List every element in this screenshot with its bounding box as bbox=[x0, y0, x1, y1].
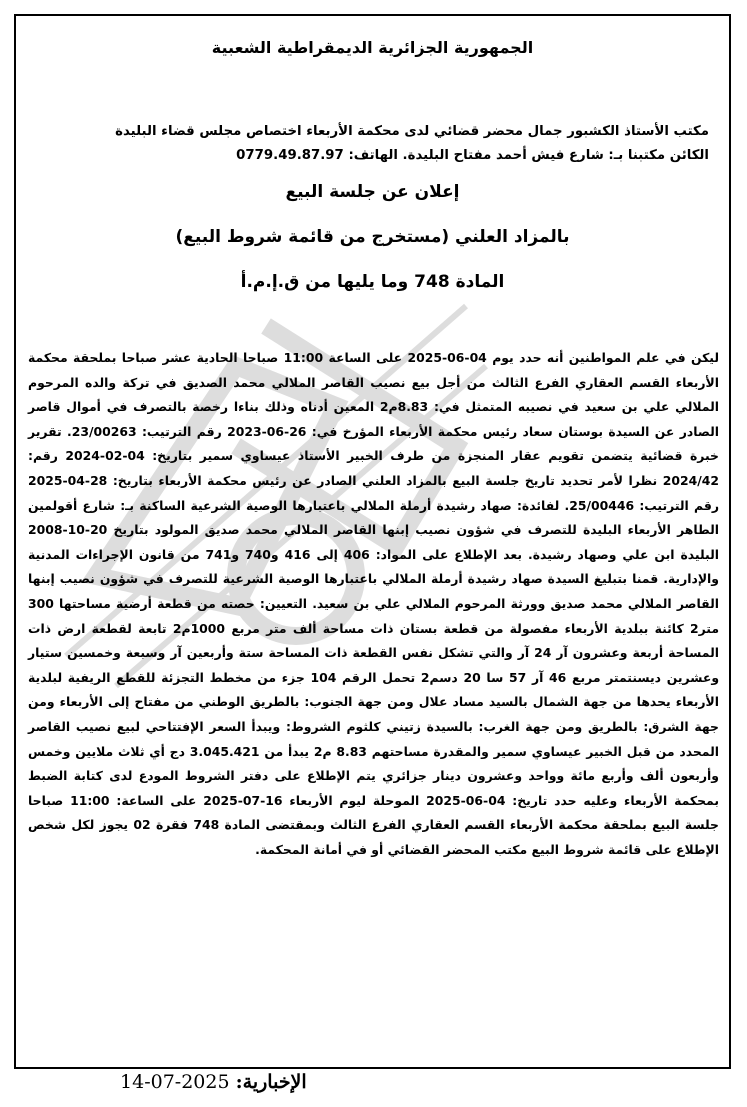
footer-separator: : bbox=[235, 1071, 243, 1093]
publication-footer bbox=[120, 1071, 307, 1093]
office-info bbox=[36, 120, 709, 168]
legal-article: المادة 748 وما يليها من ق.إ.م.أ bbox=[240, 272, 505, 292]
notice-subtitle: بالمزاد العلني (مستخرج من قائمة شروط البيع) bbox=[175, 227, 570, 247]
republic-heading: الجمهورية الجزائرية الديمقراطية الشعبية bbox=[211, 38, 534, 57]
notice-frame bbox=[14, 14, 731, 1069]
notice-title: إعلان عن جلسة البيع bbox=[285, 182, 460, 202]
publication-date: 2025-07-14 bbox=[120, 1071, 230, 1093]
office-line-1: مكتب الأستاذ الكشبور جمال محضر قضائي لدى محكمة الأربعاء اختصاص مجلس قضاء البليدة bbox=[115, 124, 709, 139]
notice-body-paragraph: ليكن في علم المواطنين أنه حدد يوم 04-06-2025 على الساعة 11:00 صباحا الحادية عشر صباحا بملحقة محكمة الأربعاء القسم العقاري الفرع الثالث من أجل بيع نصيب القاصر الملالي محمد الصديق في تركة والده المرحوم الملالي علي بن سعيد في نصيبه المتمثل في: 8.83م2 المعين أدناه وذلك بناءا رخصة بالتصرف في أموال قاصر الصادر عن السيدة بوستان سعاد رئيس محكمة الأربعاء المؤرخ في: 26-06-2023 رقم الترتيب: 23/00263. تقرير خبرة قضائية يتضمن تقويم عقار المنجزة من طرف الخبير الأستاذ عيساوي سمير بتاريخ: 04-02-2024 رقم: 2024/42 نظرا لأمر تحديد تاريخ جلسة البيع بالمزاد العلني الصادر عن رئيس محكمة الأربعاء بتاريخ: 28-04-2025 رقم الترتيب: 25/00446. لفائدة: صهاد رشيدة أرملة الملالي باعتبارها الوصية الشرعية الساكنة بـ: شارع أقولمين الطاهر الأربعاء البليدة للتصرف في شؤون نصيب إبنها القاصر الملالي محمد صديق المولود بتاريخ 20-10-2008 البليدة ابن علي وصهاد رشيدة. بعد الإطلاع على المواد: 406 إلى 416 و740 و741 من قانون الإجراءات المدنية والإدارية. قمنا بتبليغ السيدة صهاد رشيدة أرملة الملالي باعتبارها الوصية الشرعية للتصرف في شؤون نصيب إبنها القاصر الملالي محمد صديق وورثة المرحوم الملالي علي بن سعيد. التعيين: حصته من قطعة أرضية مساحتها 300 متر2 كائنة ببلدية الأربعاء مفصولة من قطعة بستان ذات مساحة ألف متر مربع 1000م2 تابعة لقطعة ارض ذات المساحة أربعة وعشرون آر 24 آر والتي تشكل نفس القطعة ذات المساحة ستة وأربعين آر وسبعة وخمسين ستيار وعشرين ديسنتمتر مربع 46 آر 57 سا 20 دسم2 تحمل الرقم 104 جزء من مخطط التجزئة للقطع الريفية لبلدية الأربعاء يحدها من جهة الشمال بالسيد مساد علال ومن جهة الجنوب: بالطريق الوطني من مفتاح إلى الأربعاء ومن جهة الشرق: بالطريق ومن جهة الغرب: بالسيدة زتيني كلثوم الشروط: ويبدأ السعر الإفتتاحي لبيع نصيب القاصر المحدد من قبل الخبير عيساوي سمير والمقدرة مساحتهم 8.83 م2 يبدأ من 3.045.421 دج أي ثلاث ملايين وخمس وأربعون ألف وأربع مائة وواحد وعشرون دينار جزائري يتم الإطلاع على دفتر الشروط المودع لدى كتابة الضبط بمحكمة الأربعاء وعليه حدد تاريخ: 04-06-2025 الموحلة ليوم الأربعاء 16-07-2025 على الساعة: 11:00 صباحا جلسة البيع بملحقة محكمة الأربعاء القسم العقاري الفرع الثالث وبمقتضى المادة 748 فقرة 02 يجوز لكل شخص الإطلاع على قائمة شروط البيع مكتب المحضر القضائي أو في أمانة المحكمة. bbox=[28, 350, 720, 857]
notice-body bbox=[28, 346, 719, 862]
publication-label: الإخبارية bbox=[242, 1071, 307, 1093]
office-line-2: الكائن مكتبنا بـ: شارع فيش أحمد مفتاح البليدة. الهاتف: 0779.49.87.97 bbox=[236, 148, 709, 163]
